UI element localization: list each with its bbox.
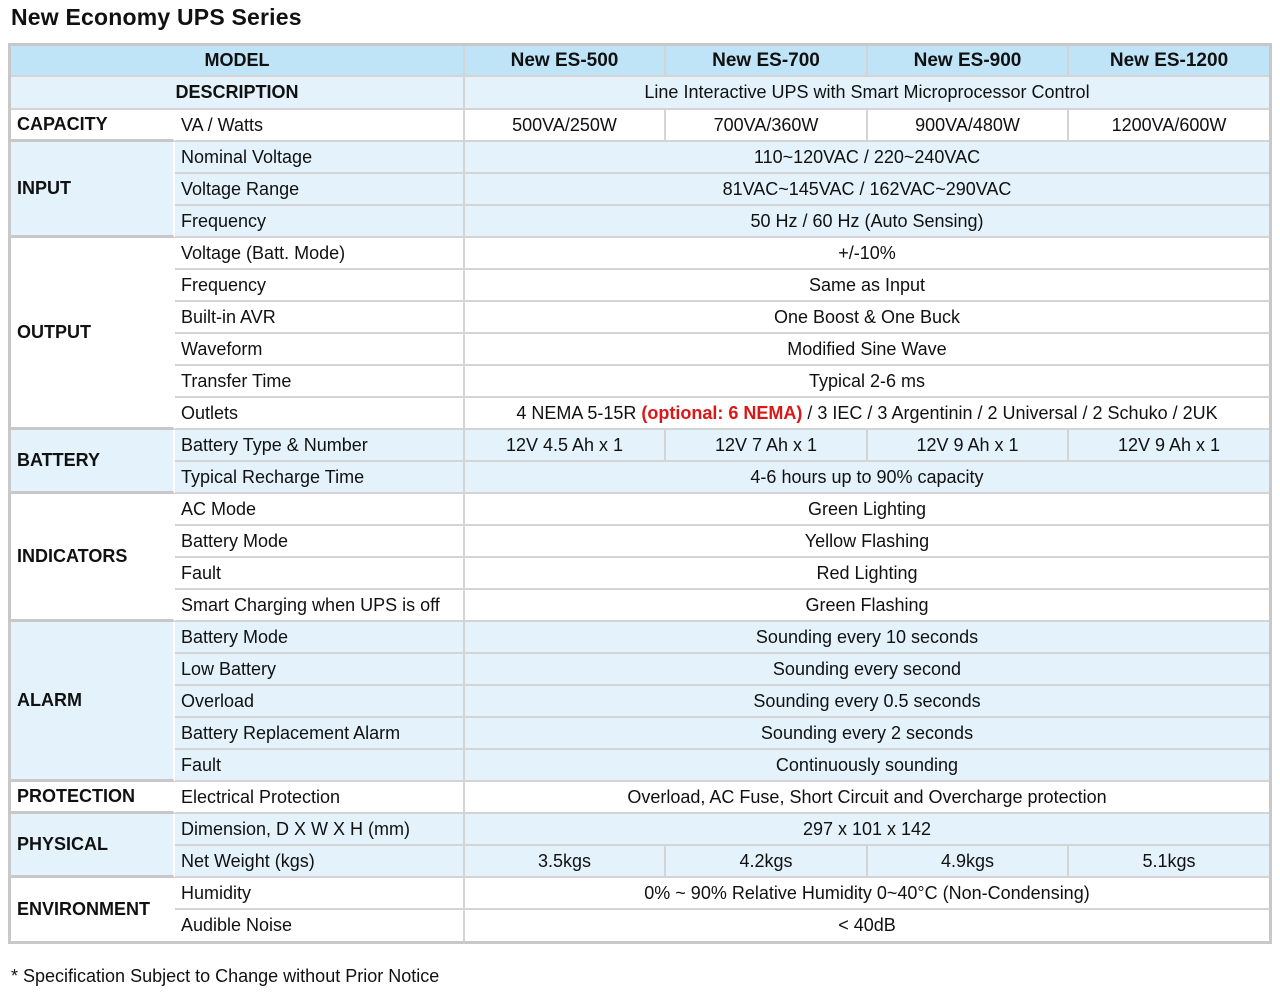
output-row xyxy=(11,302,1269,334)
spec-label: Fault xyxy=(175,750,465,782)
spec-value: Green Lighting xyxy=(465,494,1269,526)
model-name: New ES-1200 xyxy=(1069,46,1269,77)
header-row xyxy=(11,46,1269,77)
spec-value: +/-10% xyxy=(465,238,1269,270)
category-label: ENVIRONMENT xyxy=(11,878,175,941)
spec-value: < 40dB xyxy=(465,910,1269,941)
battery-row xyxy=(11,430,1269,462)
spec-value: Modified Sine Wave xyxy=(465,334,1269,366)
spec-label: Humidity xyxy=(175,878,465,910)
spec-table xyxy=(8,43,1272,944)
spec-label: Voltage (Batt. Mode) xyxy=(175,238,465,270)
spec-label: Battery Replacement Alarm xyxy=(175,718,465,750)
spec-label: Dimension, D X W X H (mm) xyxy=(175,814,465,846)
description-value: Line Interactive UPS with Smart Microprocessor Control xyxy=(465,77,1269,110)
spec-value: Typical 2-6 ms xyxy=(465,366,1269,398)
spec-label: Voltage Range xyxy=(175,174,465,206)
page-title: New Economy UPS Series xyxy=(11,4,302,30)
input-row xyxy=(11,142,1269,174)
spec-label: Waveform xyxy=(175,334,465,366)
spec-label: Typical Recharge Time xyxy=(175,462,465,494)
physical-row xyxy=(11,814,1269,846)
alarm-row xyxy=(11,622,1269,654)
spec-label: Overload xyxy=(175,686,465,718)
battery-row xyxy=(11,462,1269,494)
alarm-row xyxy=(11,750,1269,782)
input-row xyxy=(11,206,1269,238)
spec-value: 50 Hz / 60 Hz (Auto Sensing) xyxy=(465,206,1269,238)
outlets-optional-highlight: (optional: 6 NEMA) xyxy=(641,402,803,423)
spec-value: 12V 7 Ah x 1 xyxy=(666,430,868,462)
spec-value: 297 x 101 x 142 xyxy=(465,814,1269,846)
spec-value: 4-6 hours up to 90% capacity xyxy=(465,462,1269,494)
alarm-row xyxy=(11,654,1269,686)
indicators-row xyxy=(11,526,1269,558)
spec-label: Frequency xyxy=(175,270,465,302)
input-row xyxy=(11,174,1269,206)
category-label: ALARM xyxy=(11,622,175,782)
spec-value: 4.2kgs xyxy=(666,846,868,878)
alarm-row xyxy=(11,718,1269,750)
spec-label: Net Weight (kgs) xyxy=(175,846,465,878)
spec-value: 500VA/250W xyxy=(465,110,666,142)
spec-label: Transfer Time xyxy=(175,366,465,398)
model-header: MODEL xyxy=(11,46,465,77)
spec-value: Sounding every 0.5 seconds xyxy=(465,686,1269,718)
category-label: BATTERY xyxy=(11,430,175,494)
physical-row xyxy=(11,846,1269,878)
footnote: * Specification Subject to Change without Prior Notice xyxy=(11,966,440,986)
spec-value: 0% ~ 90% Relative Humidity 0~40°C (Non-Condensing) xyxy=(465,878,1269,910)
spec-label: Electrical Protection xyxy=(175,782,465,814)
category-label: INDICATORS xyxy=(11,494,175,622)
model-name: New ES-700 xyxy=(666,46,868,77)
spec-value: 12V 9 Ah x 1 xyxy=(1069,430,1269,462)
spec-label: Nominal Voltage xyxy=(175,142,465,174)
alarm-row xyxy=(11,686,1269,718)
spec-value: 110~120VAC / 220~240VAC xyxy=(465,142,1269,174)
output-row xyxy=(11,238,1269,270)
spec-label: Frequency xyxy=(175,206,465,238)
spec-label: Built-in AVR xyxy=(175,302,465,334)
spec-value: Red Lighting xyxy=(465,558,1269,590)
output-row xyxy=(11,398,1269,430)
spec-value: 12V 9 Ah x 1 xyxy=(868,430,1069,462)
model-name: New ES-900 xyxy=(868,46,1069,77)
spec-label: Smart Charging when UPS is off xyxy=(175,590,465,622)
spec-value: 1200VA/600W xyxy=(1069,110,1269,142)
spec-value: Overload, AC Fuse, Short Circuit and Overcharge protection xyxy=(465,782,1269,814)
output-row xyxy=(11,366,1269,398)
spec-label: Low Battery xyxy=(175,654,465,686)
spec-label: Battery Type & Number xyxy=(175,430,465,462)
spec-value: Sounding every 2 seconds xyxy=(465,718,1269,750)
spec-value: Continuously sounding xyxy=(465,750,1269,782)
spec-value: Yellow Flashing xyxy=(465,526,1269,558)
spec-value: 3.5kgs xyxy=(465,846,666,878)
spec-label: VA / Watts xyxy=(175,110,465,142)
spec-value: One Boost & One Buck xyxy=(465,302,1269,334)
category-label: CAPACITY xyxy=(11,110,175,142)
spec-value: 81VAC~145VAC / 162VAC~290VAC xyxy=(465,174,1269,206)
outlets-text: 4 NEMA 5-15R xyxy=(516,402,642,423)
description-label: DESCRIPTION xyxy=(11,77,465,110)
category-label: INPUT xyxy=(11,142,175,238)
spec-value: 700VA/360W xyxy=(666,110,868,142)
capacity-row xyxy=(11,110,1269,142)
indicators-row xyxy=(11,558,1269,590)
output-row xyxy=(11,334,1269,366)
spec-value: Green Flashing xyxy=(465,590,1269,622)
category-label: PROTECTION xyxy=(11,782,175,814)
spec-label: Fault xyxy=(175,558,465,590)
spec-value: 4.9kgs xyxy=(868,846,1069,878)
environment-row xyxy=(11,878,1269,910)
protection-row xyxy=(11,782,1269,814)
environment-row xyxy=(11,910,1269,941)
spec-value: 12V 4.5 Ah x 1 xyxy=(465,430,666,462)
description-row xyxy=(11,77,1269,110)
outlets-value xyxy=(465,398,1269,430)
spec-value: 5.1kgs xyxy=(1069,846,1269,878)
model-name: New ES-500 xyxy=(465,46,666,77)
spec-value: Same as Input xyxy=(465,270,1269,302)
output-row xyxy=(11,270,1269,302)
spec-label: Battery Mode xyxy=(175,622,465,654)
spec-value: 900VA/480W xyxy=(868,110,1069,142)
spec-label: AC Mode xyxy=(175,494,465,526)
category-label: OUTPUT xyxy=(11,238,175,430)
indicators-row xyxy=(11,590,1269,622)
spec-label: Audible Noise xyxy=(175,910,465,941)
category-label: PHYSICAL xyxy=(11,814,175,878)
outlets-text: / 3 IEC / 3 Argentinin / 2 Universal / 2 Schuko / 2UK xyxy=(802,402,1218,423)
spec-label: Battery Mode xyxy=(175,526,465,558)
indicators-row xyxy=(11,494,1269,526)
spec-value: Sounding every 10 seconds xyxy=(465,622,1269,654)
spec-value: Sounding every second xyxy=(465,654,1269,686)
spec-label: Outlets xyxy=(175,398,465,430)
